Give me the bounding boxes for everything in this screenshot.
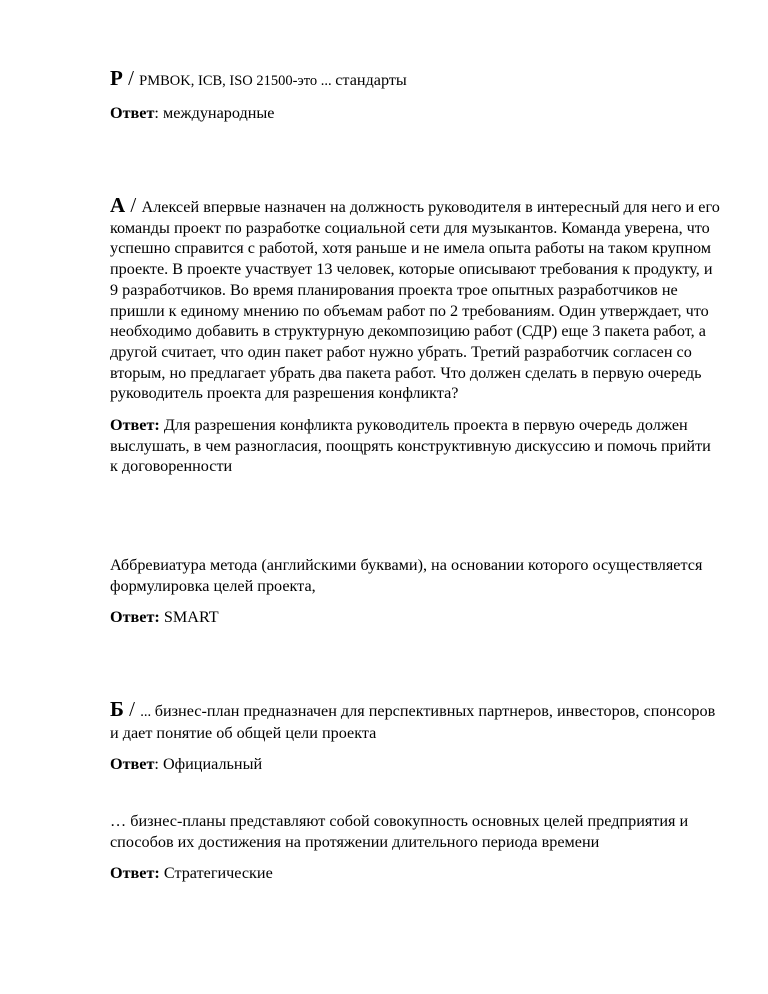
answer-text: Стратегические [163,864,273,883]
qa-block-4 [110,699,720,775]
question-letter: A [110,193,126,217]
answer-text: SMART [163,608,219,627]
question-letter: Б [110,697,124,721]
question-text: бизнес-план предназначен для перспективных партнеров, инвесторов, спонсоров и дает понятие об общей цели проекта [110,702,716,742]
question-prefix: PMBOK, ICB, ISO 21500-это ... [139,73,336,89]
answer-text: Для разрешения конфликта руководитель проекта в первую очередь должен выслушать, в чем разногласия, поощрять конструктивную дискуссию и помочь прийти к договоренности [110,416,711,476]
answer-text: международные [162,103,275,122]
qa-block-1 [110,68,720,123]
answer-3 [110,607,720,628]
question-text: стандарты [335,71,407,89]
question-text: … бизнес-планы представляют собой совокупность основных целей предприятия и способов их достижения на протяжении длительного периода времени [110,812,689,851]
question-3 [110,555,720,596]
answer-1 [110,103,720,124]
answer-label: Ответ: [110,608,160,627]
answer-label: Ответ [110,103,155,122]
answer-separator: : [154,755,163,774]
answer-5 [110,863,720,884]
question-letter: P [110,66,123,90]
question-slash: / [125,193,142,217]
question-4 [110,699,720,743]
answer-label: Ответ [110,755,155,774]
answer-label: Ответ: [110,416,160,435]
question-slash: / [122,66,140,90]
question-text: Алексей впервые назначен на должность руководителя в интересный для него и его команды проект по разработке социальной сети для музыкантов. Команда уверена, что успешно справится с работой, хотя раньше и не имела опыта работы на таком крупном проекте. В проекте участвует 13 человек, которые описывают требования к продукту, и 9 разработчиков. Во время планирования проекта трое опытных разработчиков не пришли к единому мнению по объемам работ по 2 требованиям. Один утверждает, что необходимо добавить в структурную декомпозицию работ (СДР) еще 3 пакета работ, а другой считает, что один пакет работ нужно убрать. Третий разработчик согласен со вторым, но предлагает убрать два пакета работ. Что должен сделать в первую очередь руководитель проекта для разрешения конфликта? [110,198,720,403]
question-2 [110,195,720,404]
question-slash: / [123,697,141,721]
question-prefix: ... [140,704,155,720]
question-1 [110,68,720,92]
answer-separator: : [154,103,163,122]
question-text: Аббревиатура метода (английскими буквами), на основании которого осуществляется формулировка целей проекта, [110,556,703,595]
qa-block-2 [110,195,720,477]
answer-2 [110,415,720,477]
answer-label: Ответ: [110,864,160,883]
answer-4 [110,754,720,775]
qa-block-3 [110,555,720,628]
answer-text: Официальный [162,755,263,774]
question-5 [110,811,720,852]
qa-block-5 [110,811,720,884]
